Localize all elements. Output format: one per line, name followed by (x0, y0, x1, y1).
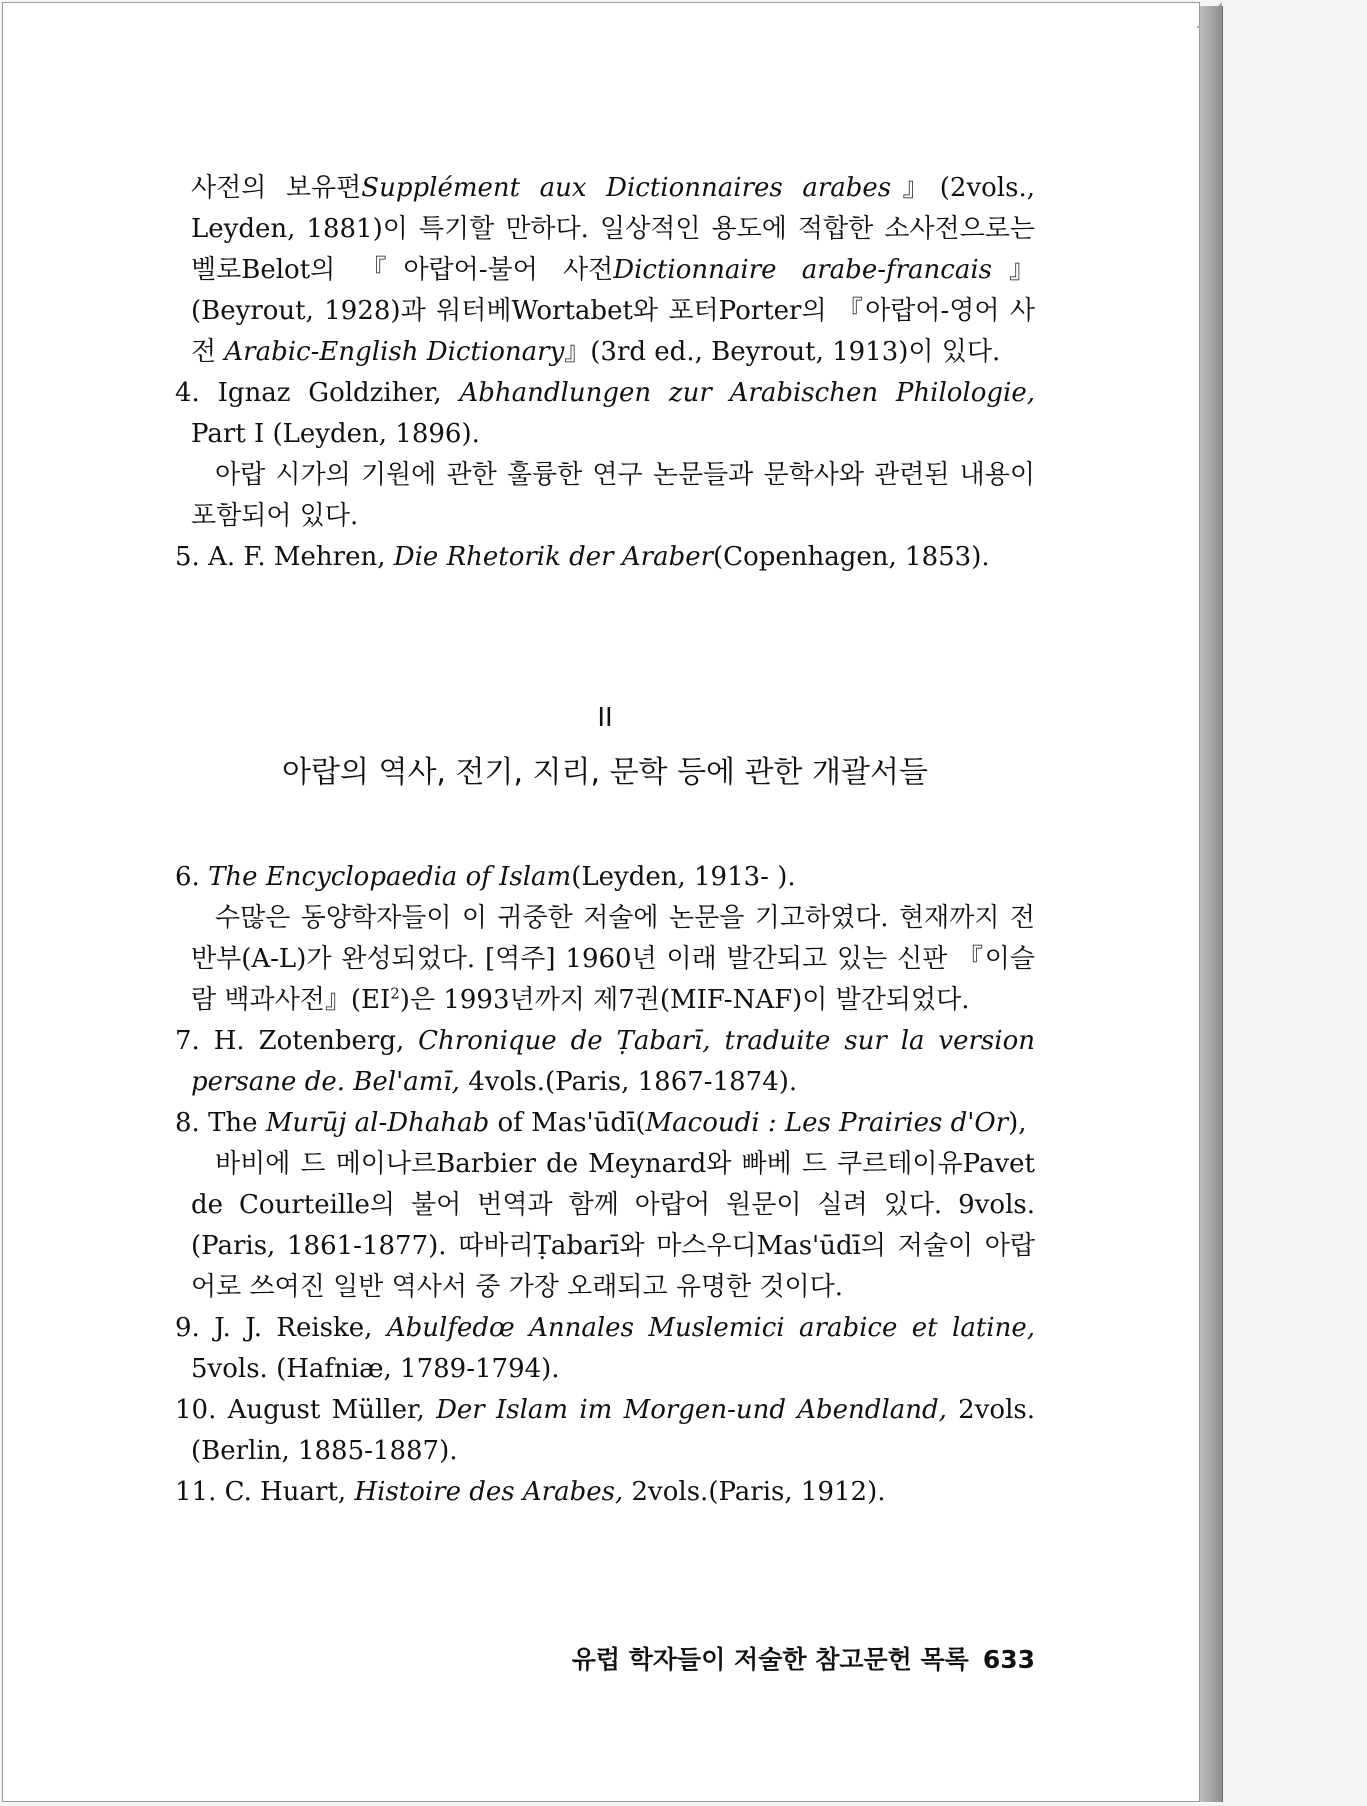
text-run: 』(Beyrout, 1928)과 워터베Wortabet와 포터Porter의 『아랍어-영어 사전 (191, 255, 1035, 367)
reference-item-4 (175, 373, 1035, 455)
text-run: Part I (Leyden, 1896). (191, 419, 480, 449)
reference-item-11 (175, 1472, 1035, 1513)
text-run: 5. A. F. Mehren, (175, 542, 394, 572)
title-abulfedae: Abulfedœ Annales Muslemici arabice et latine, (386, 1313, 1035, 1343)
reference-item-8 (175, 1103, 1035, 1144)
text-run: 4vols.(Paris, 1867-1874). (459, 1067, 798, 1097)
page-number: 633 (982, 1645, 1035, 1674)
page-stack-edge (1200, 6, 1223, 1802)
text-run: 사전의 보유편 (191, 173, 362, 203)
reference-note-8: 바비에 드 메이나르Barbier de Meynard와 빠베 드 쿠르테이유Pavet de Courteille의 불어 번역과 함께 아랍어 원문이 실려 있다. 9vols.(Paris, 1861-1877). 따바리Ṭabarī와 마스우디Mas'ūdī의 저술이 아랍어로 쓰여진 일반 역사서 중 가장 오래되고 유명한 것이다. (191, 1149, 1035, 1302)
page-body (175, 168, 1035, 1513)
text-run: 11. C. Huart, (175, 1477, 355, 1507)
reference-note-6 (175, 898, 1035, 1021)
text-run: (Copenhagen, 1853). (713, 542, 990, 572)
title-rhetorik: Die Rhetorik der Araber (393, 542, 714, 572)
text-run: 2vols.(Paris, 1912). (623, 1477, 886, 1507)
text-run: 』(3rd ed., Beyrout, 1913)이 있다. (564, 337, 1001, 367)
title-muruj: Murūj al-Dhahab (265, 1108, 490, 1138)
footer-title: 유럽 학자들이 저술한 참고문헌 목록 (571, 1645, 969, 1674)
text-run: )은 1993년까지 제7권(MIF-NAF)이 발간되었다. (399, 985, 970, 1015)
title-prairies: Macoudi : Les Prairies d'Or (645, 1108, 1009, 1138)
running-footer (175, 1642, 1035, 1678)
reference-note-4: 아랍 시가의 기원에 관한 훌륭한 연구 논문들과 문학사와 관련된 내용이 포함되어 있다. (191, 460, 1035, 531)
superscript: 2 (390, 984, 400, 1003)
text-run: (Leyden, 1913- ). (571, 862, 796, 892)
title-der-islam: Der Islam im Morgen-und Abendland, (436, 1395, 947, 1425)
text-run: 』(2vols., Leyden, 1881)이 특기할 만하다. 일상적인 용도에 적합한 소사전으로는 벨로Belot의 『아랍어-불어 사전 (191, 173, 1035, 285)
text-run: 4. Ignaz Goldziher, (175, 378, 460, 408)
text-run: 8. The (175, 1108, 266, 1138)
text-run: 7. H. Zotenberg, (175, 1026, 419, 1056)
title-chronique: Chronique de Ṭabarī, traduite sur la version persane de. Bel'amī, (191, 1026, 1035, 1097)
reference-item-9 (175, 1308, 1035, 1390)
title-dictionnaire: Dictionnaire arabe-francais (613, 255, 993, 285)
text-run: 6. (175, 862, 209, 892)
title-supplement: Supplément aux Dictionnaires arabes (361, 173, 892, 203)
title-encyclopaedia: The Encyclopaedia of Islam (208, 862, 572, 892)
section-title: 아랍의 역사, 전기, 지리, 문학 등에 관한 개괄서들 (282, 755, 928, 790)
text-run: of Mas'ūdī( (489, 1108, 646, 1138)
section-number: II (597, 703, 613, 733)
reference-item-10 (175, 1390, 1035, 1472)
text-run: 2vols.(Berlin, 1885-1887). (191, 1395, 1035, 1466)
title-arabic-english: Arabic-English Dictionary (224, 337, 565, 367)
text-run: 수많은 동양학자들이 이 귀중한 저술에 논문을 기고하였다. 현재까지 전반부(A-L)가 완성되었다. [역주] 1960년 이래 발간되고 있는 신판 『이슬람 백과사전』(EI (191, 903, 1035, 1015)
reference-item-6 (175, 857, 1035, 898)
reference-item-5 (175, 537, 1035, 578)
text-run: 9. J. J. Reiske, (175, 1313, 387, 1343)
paragraph-dictionary-continuation (175, 168, 1035, 373)
reference-item-7 (175, 1021, 1035, 1103)
text-run: 5vols. (Hafniæ, 1789-1794). (191, 1354, 560, 1384)
title-histoire: Histoire des Arabes, (354, 1477, 624, 1507)
text-run: ), (1008, 1108, 1027, 1138)
title-abhandlungen: Abhandlungen zur Arabischen Philologie, (459, 378, 1035, 408)
text-run: 10. August Müller, (175, 1395, 437, 1425)
